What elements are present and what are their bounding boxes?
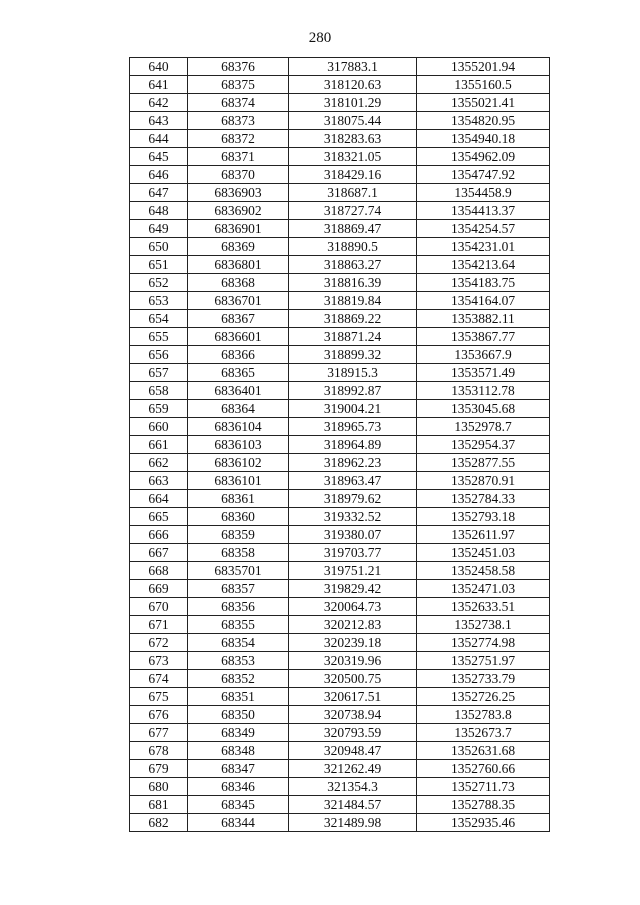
row-number-cell: 668 [130,562,188,580]
row-number-cell: 671 [130,616,188,634]
point-id-cell: 68350 [188,706,289,724]
table-row [130,472,550,490]
y-coordinate-cell: 1352877.55 [417,454,550,472]
x-coordinate-cell: 318816.39 [289,274,417,292]
table-row [130,724,550,742]
row-number-cell: 674 [130,670,188,688]
point-id-cell: 68365 [188,364,289,382]
row-number-cell: 658 [130,382,188,400]
table-row [130,346,550,364]
y-coordinate-cell: 1353667.9 [417,346,550,364]
table-row [130,598,550,616]
y-coordinate-cell: 1352631.68 [417,742,550,760]
y-coordinate-cell: 1352793.18 [417,508,550,526]
table-row [130,274,550,292]
point-id-cell: 68352 [188,670,289,688]
point-id-cell: 6836101 [188,472,289,490]
y-coordinate-cell: 1354747.92 [417,166,550,184]
x-coordinate-cell: 318429.16 [289,166,417,184]
row-number-cell: 680 [130,778,188,796]
coordinates-table [129,57,550,832]
x-coordinate-cell: 320500.75 [289,670,417,688]
row-number-cell: 649 [130,220,188,238]
y-coordinate-cell: 1353045.68 [417,400,550,418]
table-row [130,526,550,544]
row-number-cell: 652 [130,274,188,292]
point-id-cell: 6836601 [188,328,289,346]
y-coordinate-cell: 1352978.7 [417,418,550,436]
x-coordinate-cell: 318964.89 [289,436,417,454]
row-number-cell: 650 [130,238,188,256]
y-coordinate-cell: 1352784.33 [417,490,550,508]
table-row [130,328,550,346]
point-id-cell: 68376 [188,58,289,76]
point-id-cell: 68347 [188,760,289,778]
table-row [130,814,550,832]
row-number-cell: 679 [130,760,188,778]
point-id-cell: 68361 [188,490,289,508]
row-number-cell: 676 [130,706,188,724]
y-coordinate-cell: 1352774.98 [417,634,550,652]
point-id-cell: 68345 [188,796,289,814]
table-row [130,418,550,436]
point-id-cell: 68348 [188,742,289,760]
row-number-cell: 648 [130,202,188,220]
point-id-cell: 6836901 [188,220,289,238]
y-coordinate-cell: 1354413.37 [417,202,550,220]
x-coordinate-cell: 320319.96 [289,652,417,670]
x-coordinate-cell: 320239.18 [289,634,417,652]
point-id-cell: 68364 [188,400,289,418]
table-row [130,292,550,310]
table-row [130,778,550,796]
y-coordinate-cell: 1352711.73 [417,778,550,796]
table-row [130,508,550,526]
x-coordinate-cell: 318283.63 [289,130,417,148]
table-row [130,112,550,130]
row-number-cell: 682 [130,814,188,832]
x-coordinate-cell: 318819.84 [289,292,417,310]
row-number-cell: 677 [130,724,188,742]
point-id-cell: 68358 [188,544,289,562]
row-number-cell: 660 [130,418,188,436]
point-id-cell: 6836104 [188,418,289,436]
table-row [130,94,550,112]
x-coordinate-cell: 319004.21 [289,400,417,418]
table-row [130,706,550,724]
y-coordinate-cell: 1352783.8 [417,706,550,724]
point-id-cell: 68370 [188,166,289,184]
x-coordinate-cell: 318992.87 [289,382,417,400]
point-id-cell: 68374 [188,94,289,112]
x-coordinate-cell: 321484.57 [289,796,417,814]
y-coordinate-cell: 1353571.49 [417,364,550,382]
y-coordinate-cell: 1354254.57 [417,220,550,238]
row-number-cell: 664 [130,490,188,508]
x-coordinate-cell: 318965.73 [289,418,417,436]
row-number-cell: 675 [130,688,188,706]
x-coordinate-cell: 318890.5 [289,238,417,256]
table-row [130,760,550,778]
x-coordinate-cell: 321262.49 [289,760,417,778]
y-coordinate-cell: 1353867.77 [417,328,550,346]
row-number-cell: 654 [130,310,188,328]
point-id-cell: 68373 [188,112,289,130]
x-coordinate-cell: 318863.27 [289,256,417,274]
x-coordinate-cell: 319332.52 [289,508,417,526]
y-coordinate-cell: 1352870.91 [417,472,550,490]
row-number-cell: 662 [130,454,188,472]
point-id-cell: 68346 [188,778,289,796]
x-coordinate-cell: 318915.3 [289,364,417,382]
row-number-cell: 673 [130,652,188,670]
point-id-cell: 68372 [188,130,289,148]
table-row [130,166,550,184]
point-id-cell: 6835701 [188,562,289,580]
x-coordinate-cell: 318321.05 [289,148,417,166]
table-row [130,130,550,148]
point-id-cell: 68357 [188,580,289,598]
table-row [130,310,550,328]
row-number-cell: 666 [130,526,188,544]
row-number-cell: 681 [130,796,188,814]
y-coordinate-cell: 1354231.01 [417,238,550,256]
row-number-cell: 647 [130,184,188,202]
row-number-cell: 657 [130,364,188,382]
x-coordinate-cell: 320064.73 [289,598,417,616]
y-coordinate-cell: 1352611.97 [417,526,550,544]
table-row [130,436,550,454]
table-row [130,562,550,580]
row-number-cell: 667 [130,544,188,562]
table-row [130,256,550,274]
row-number-cell: 653 [130,292,188,310]
y-coordinate-cell: 1355021.41 [417,94,550,112]
x-coordinate-cell: 320948.47 [289,742,417,760]
y-coordinate-cell: 1352673.7 [417,724,550,742]
table-row [130,742,550,760]
x-coordinate-cell: 318963.47 [289,472,417,490]
x-coordinate-cell: 318075.44 [289,112,417,130]
y-coordinate-cell: 1352935.46 [417,814,550,832]
x-coordinate-cell: 320617.51 [289,688,417,706]
x-coordinate-cell: 319380.07 [289,526,417,544]
y-coordinate-cell: 1354164.07 [417,292,550,310]
point-id-cell: 6836401 [188,382,289,400]
table-row [130,58,550,76]
row-number-cell: 651 [130,256,188,274]
x-coordinate-cell: 321489.98 [289,814,417,832]
y-coordinate-cell: 1354940.18 [417,130,550,148]
table-row [130,634,550,652]
x-coordinate-cell: 317883.1 [289,58,417,76]
table-row [130,238,550,256]
point-id-cell: 68369 [188,238,289,256]
y-coordinate-cell: 1353882.11 [417,310,550,328]
point-id-cell: 68344 [188,814,289,832]
x-coordinate-cell: 320738.94 [289,706,417,724]
point-id-cell: 68351 [188,688,289,706]
row-number-cell: 646 [130,166,188,184]
point-id-cell: 68371 [188,148,289,166]
table-row [130,616,550,634]
x-coordinate-cell: 318869.47 [289,220,417,238]
row-number-cell: 659 [130,400,188,418]
row-number-cell: 670 [130,598,188,616]
y-coordinate-cell: 1352458.58 [417,562,550,580]
table-row [130,220,550,238]
y-coordinate-cell: 1355201.94 [417,58,550,76]
y-coordinate-cell: 1352471.03 [417,580,550,598]
x-coordinate-cell: 319703.77 [289,544,417,562]
row-number-cell: 663 [130,472,188,490]
x-coordinate-cell: 320793.59 [289,724,417,742]
point-id-cell: 6836801 [188,256,289,274]
x-coordinate-cell: 320212.83 [289,616,417,634]
point-id-cell: 68355 [188,616,289,634]
row-number-cell: 678 [130,742,188,760]
row-number-cell: 665 [130,508,188,526]
page-number: 280 [308,30,332,46]
row-number-cell: 669 [130,580,188,598]
x-coordinate-cell: 319829.42 [289,580,417,598]
row-number-cell: 656 [130,346,188,364]
point-id-cell: 6836902 [188,202,289,220]
x-coordinate-cell: 318899.32 [289,346,417,364]
x-coordinate-cell: 318727.74 [289,202,417,220]
x-coordinate-cell: 318101.29 [289,94,417,112]
point-id-cell: 68354 [188,634,289,652]
table-row [130,796,550,814]
table-row [130,544,550,562]
point-id-cell: 68353 [188,652,289,670]
table-row [130,382,550,400]
x-coordinate-cell: 318869.22 [289,310,417,328]
table-row [130,148,550,166]
y-coordinate-cell: 1354213.64 [417,256,550,274]
table-row [130,670,550,688]
row-number-cell: 642 [130,94,188,112]
y-coordinate-cell: 1354458.9 [417,184,550,202]
y-coordinate-cell: 1352633.51 [417,598,550,616]
table-row [130,580,550,598]
row-number-cell: 641 [130,76,188,94]
table-row [130,364,550,382]
point-id-cell: 68368 [188,274,289,292]
point-id-cell: 6836903 [188,184,289,202]
y-coordinate-cell: 1352726.25 [417,688,550,706]
point-id-cell: 68359 [188,526,289,544]
point-id-cell: 6836701 [188,292,289,310]
y-coordinate-cell: 1352788.35 [417,796,550,814]
x-coordinate-cell: 318120.63 [289,76,417,94]
coordinates-table-body [130,58,550,832]
point-id-cell: 6836103 [188,436,289,454]
point-id-cell: 68360 [188,508,289,526]
table-row [130,454,550,472]
y-coordinate-cell: 1352451.03 [417,544,550,562]
point-id-cell: 68367 [188,310,289,328]
point-id-cell: 68356 [188,598,289,616]
y-coordinate-cell: 1355160.5 [417,76,550,94]
x-coordinate-cell: 319751.21 [289,562,417,580]
table-row [130,688,550,706]
y-coordinate-cell: 1354183.75 [417,274,550,292]
row-number-cell: 655 [130,328,188,346]
point-id-cell: 68366 [188,346,289,364]
x-coordinate-cell: 318979.62 [289,490,417,508]
table-row [130,184,550,202]
x-coordinate-cell: 318687.1 [289,184,417,202]
table-row [130,490,550,508]
y-coordinate-cell: 1352760.66 [417,760,550,778]
y-coordinate-cell: 1353112.78 [417,382,550,400]
table-row [130,400,550,418]
y-coordinate-cell: 1352738.1 [417,616,550,634]
y-coordinate-cell: 1352751.97 [417,652,550,670]
y-coordinate-cell: 1354962.09 [417,148,550,166]
y-coordinate-cell: 1352954.37 [417,436,550,454]
x-coordinate-cell: 321354.3 [289,778,417,796]
point-id-cell: 6836102 [188,454,289,472]
y-coordinate-cell: 1352733.79 [417,670,550,688]
point-id-cell: 68349 [188,724,289,742]
row-number-cell: 645 [130,148,188,166]
row-number-cell: 661 [130,436,188,454]
table-row [130,652,550,670]
table-row [130,202,550,220]
row-number-cell: 640 [130,58,188,76]
row-number-cell: 644 [130,130,188,148]
table-row [130,76,550,94]
x-coordinate-cell: 318871.24 [289,328,417,346]
row-number-cell: 643 [130,112,188,130]
x-coordinate-cell: 318962.23 [289,454,417,472]
row-number-cell: 672 [130,634,188,652]
point-id-cell: 68375 [188,76,289,94]
y-coordinate-cell: 1354820.95 [417,112,550,130]
